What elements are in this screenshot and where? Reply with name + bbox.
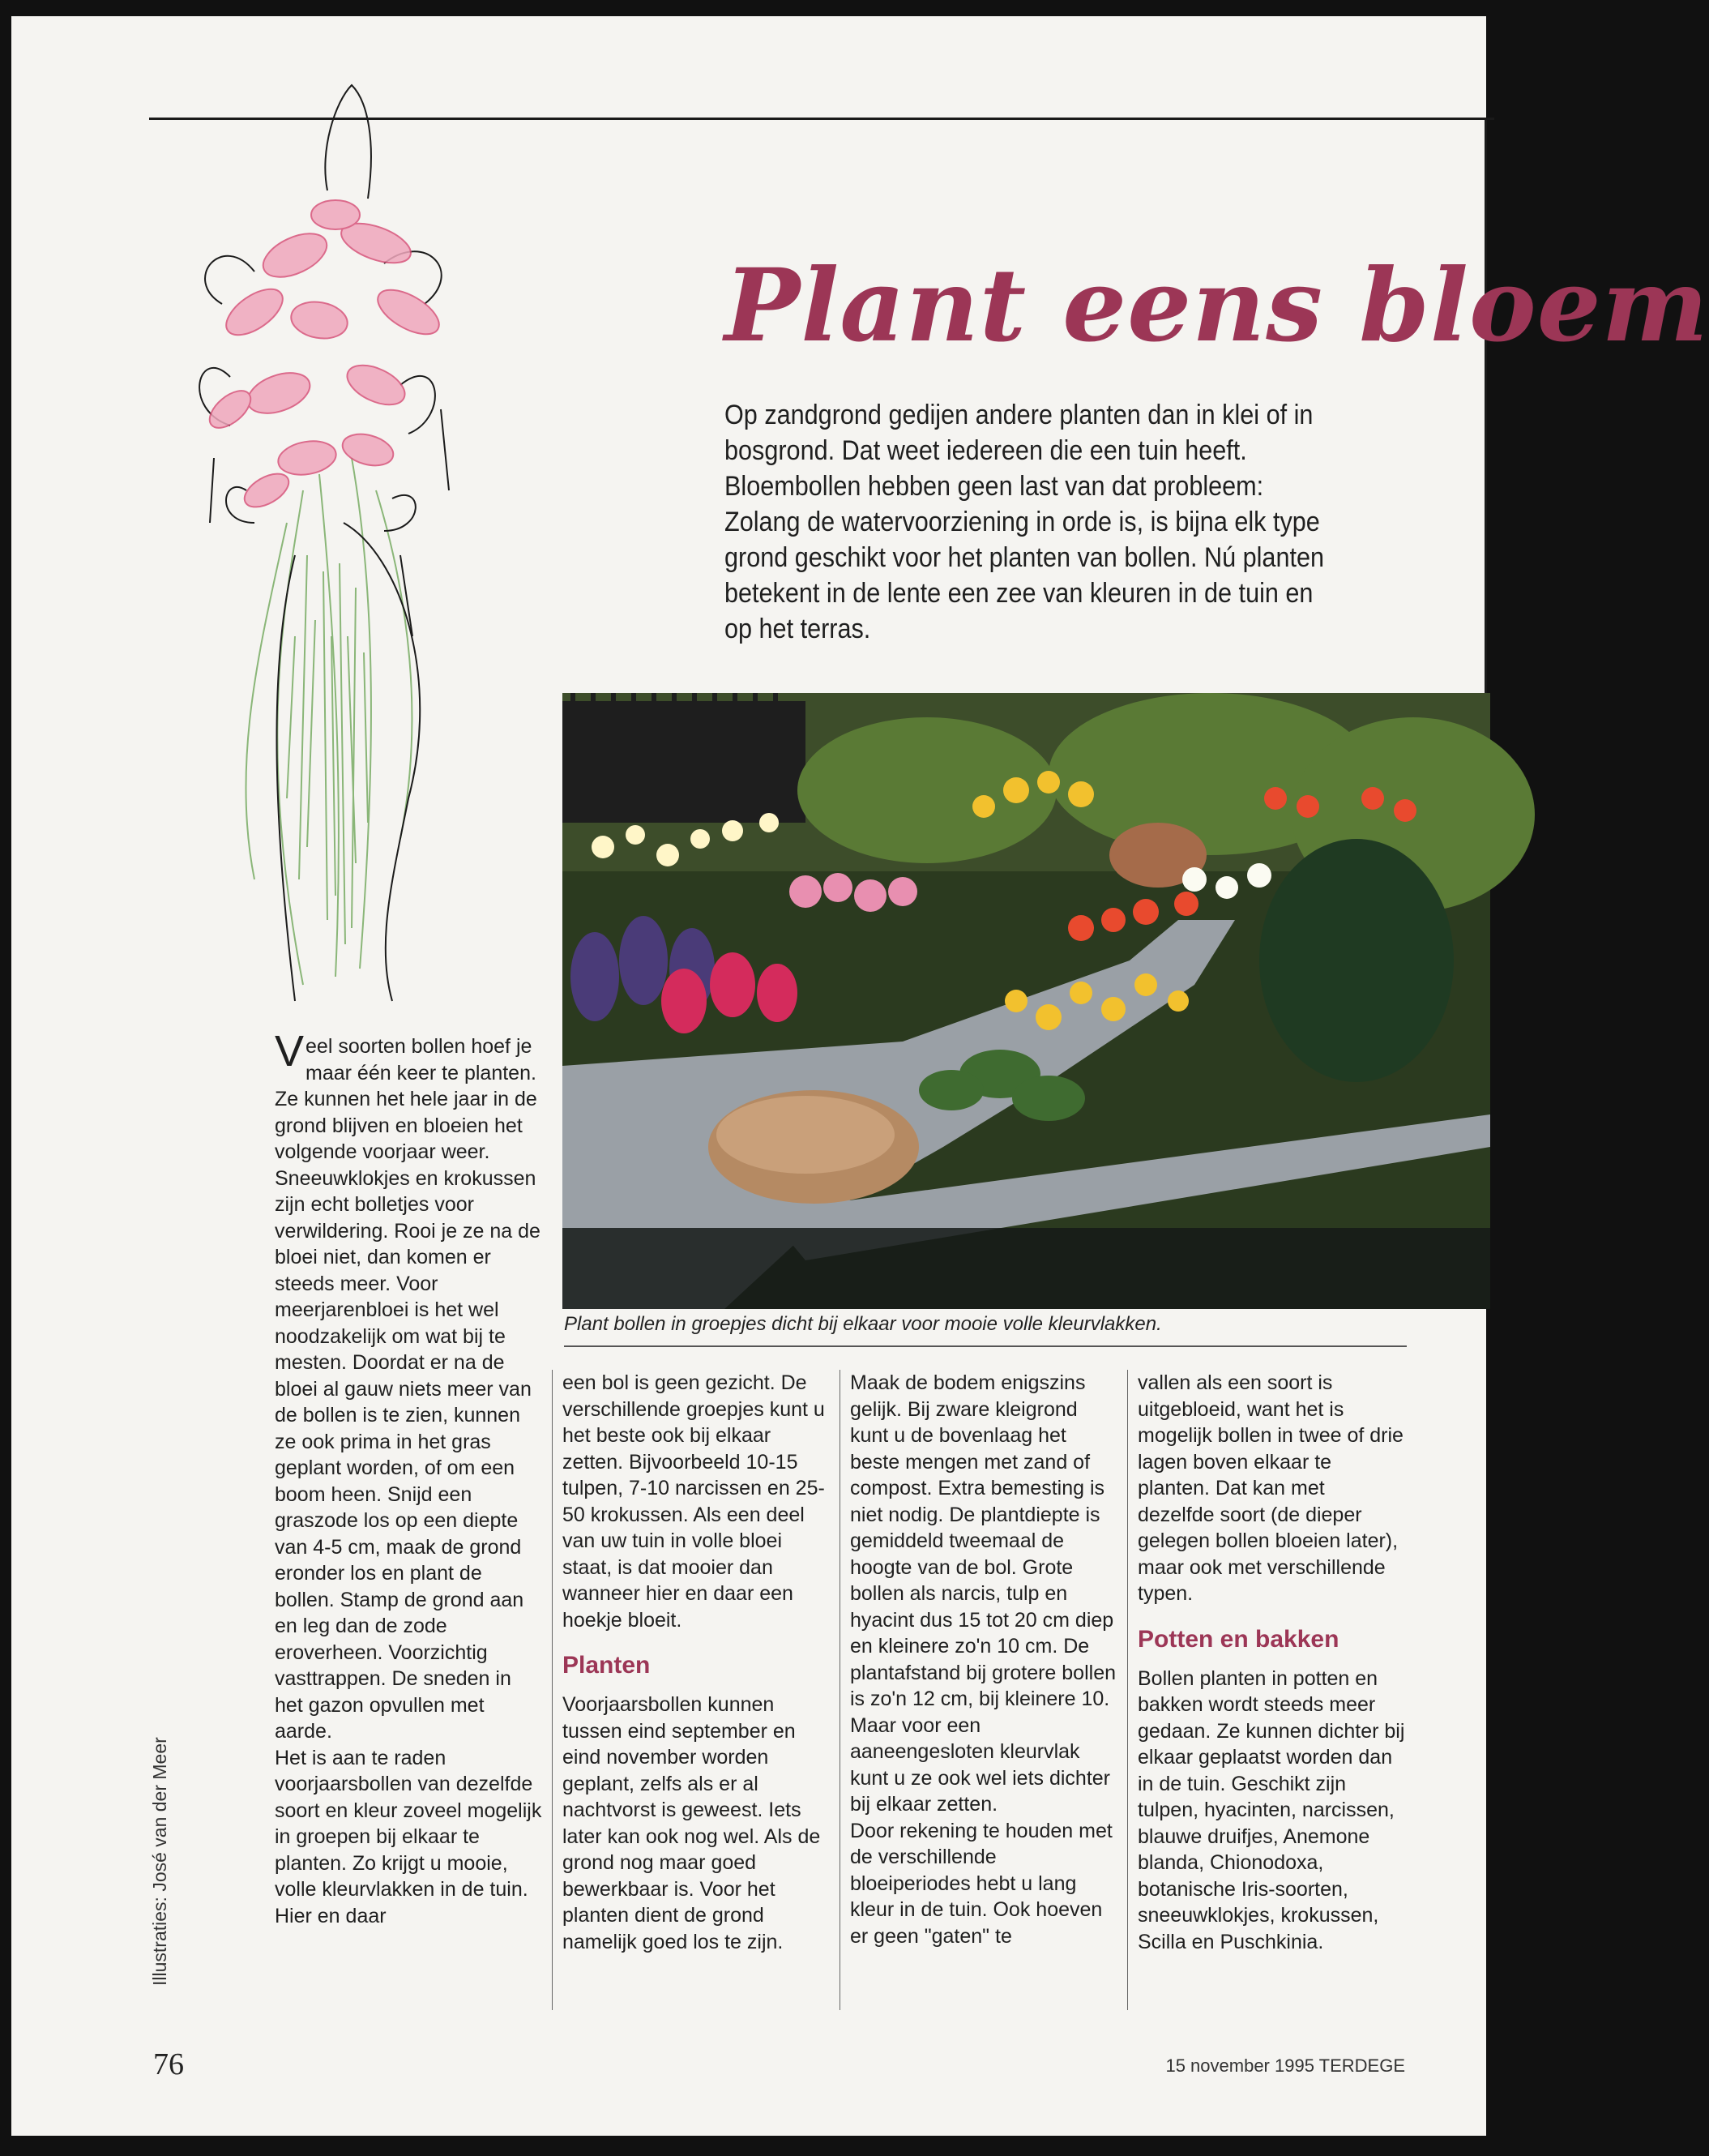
caption-rule	[564, 1345, 1407, 1347]
page-number: 76	[153, 2047, 184, 2081]
right-rule	[1485, 118, 1487, 717]
garden-photo	[562, 693, 1490, 1309]
column-divider	[552, 1370, 553, 2010]
col1-paragraph-2: Het is aan te raden voorjaarsbollen van dezelfde soort en kleur zoveel mogelijk in groepen bij elkaar te planten. Zo krijgt u mooie, volle kleurvlakken in de tuin. Hier en daar	[275, 1746, 542, 1927]
column-divider	[1127, 1370, 1128, 2010]
column-4	[1138, 1370, 1405, 1955]
col2-paragraph-1: een bol is geen gezicht. De verschillende groepjes kunt u het beste ook bij elkaar zetten. Bijvoorbeeld 10-15 tulpen, 7-10 narcissen en 25-50 krokussen. Als een deel van uw tuin in volle bloei staat, is dat mooier dan wanneer hier en daar een hoekje bloeit.	[562, 1371, 825, 1632]
intro-paragraph: Op zandgrond gedijen andere planten dan in klei of in bosgrond. Dat weet iedereen die een tuin heeft. Bloembollen hebben geen last van dat probleem: Zolang de watervoorziening in orde is, is bijna elk type grond geschikt voor het planten van bollen. Nú planten betekent in de lente een zee van kleuren in de tuin en op het terras.	[724, 400, 1325, 644]
col3-paragraph-2: Door rekening te houden met de verschillende bloeiperiodes hebt u lang kleur in de tuin. Ook hoeven er geen "gaten" te	[850, 1819, 1113, 1948]
drop-cap: V	[275, 1027, 305, 1076]
column-3	[850, 1370, 1117, 1949]
photo-caption: Plant bollen in groepjes dicht bij elkaar voor mooie volle kleurvlakken.	[564, 1313, 1162, 1335]
col2-paragraph-2: Voorjaarsbollen kunnen tussen eind september en eind november worden geplant, zelfs als er al nachtvorst is geweest. Iets later kan ook nog wel. Als de grond nog maar goed bewerkbaar is. Voor het planten dient de grond namelijk goed los te zijn.	[562, 1693, 821, 1953]
col4-paragraph-1: vallen als een soort is uitgebloeid, want het is mogelijk bollen in twee of drie lagen boven elkaar te planten. Dat kan met dezelfde soort (de dieper gelegen bollen bloeien later), maar ook met verschillende typen.	[1138, 1371, 1404, 1605]
col4-paragraph-2: Bollen planten in potten en bakken wordt steeds meer gedaan. Ze kunnen dichter bij elkaar geplaatst worden dan in de tuin. Geschikt zijn tulpen, hyacinten, narcissen, blauwe druifjes, Anemone blanda, Chionodoxa, botanische Iris-soorten, sneeuwklokjes, krokussen, Scilla en Puschkinia.	[1138, 1666, 1405, 1953]
col1-paragraph-1: eel soorten bollen hoef je maar één keer te planten. Ze kunnen het hele jaar in de grond blijven en bloeien het volgende voorjaar weer. Sneeuwklokjes en krokussen zijn echt bolletjes voor verwildering. Rooi je ze na de bloei niet, dan komen er steeds meer. Voor meerjarenbloei is het wel noodzakelijk om wat bij te mesten. Doordat er na de bloei al gauw niets meer van de bollen is te zien, kunnen ze ook prima in het gras geplant worden, of om een boom heen. Snijd een graszode los op een diepte van 4-5 cm, maak de grond eronder los en plant de bollen. Stamp de grond aan en leg dan de zode eroverheen. Voorzichtig vasttrappen. De sneden in het gazon opvullen met aarde.	[275, 1035, 540, 1743]
subheading-potten-en-bakken: Potten en bakken	[1138, 1625, 1339, 1653]
col3-paragraph-1: Maak de bodem enigszins gelijk. Bij zware kleigrond kunt u de bovenlaag het beste mengen met zand of compost. Extra bemesting is niet nodig. De plantdiepte is gemiddeld tweemaal de hoogte van de bol. Grote bollen als narcis, tulp en hyacint dus 15 tot 20 cm diep en kleinere zo'n 10 cm. De plantafstand bij grotere bollen is zo'n 12 cm, bij kleinere 10. Maar voor een aaneengesloten kleurvlak kunt u ze ook wel iets dichter bij elkaar zetten.	[850, 1371, 1117, 1816]
article-title: Plant eens bloem	[724, 247, 1709, 365]
issue-footer: 15 november 1995 TERDEGE	[1165, 2055, 1405, 2076]
hyacinth-illustration	[133, 69, 587, 1025]
magazine-page	[11, 16, 1709, 2136]
subheading-planten: Planten	[562, 1652, 651, 1679]
column-2	[562, 1370, 830, 1955]
column-1	[275, 1027, 542, 1929]
illustration-credit: Illustraties: José van der Meer	[149, 1737, 170, 1986]
